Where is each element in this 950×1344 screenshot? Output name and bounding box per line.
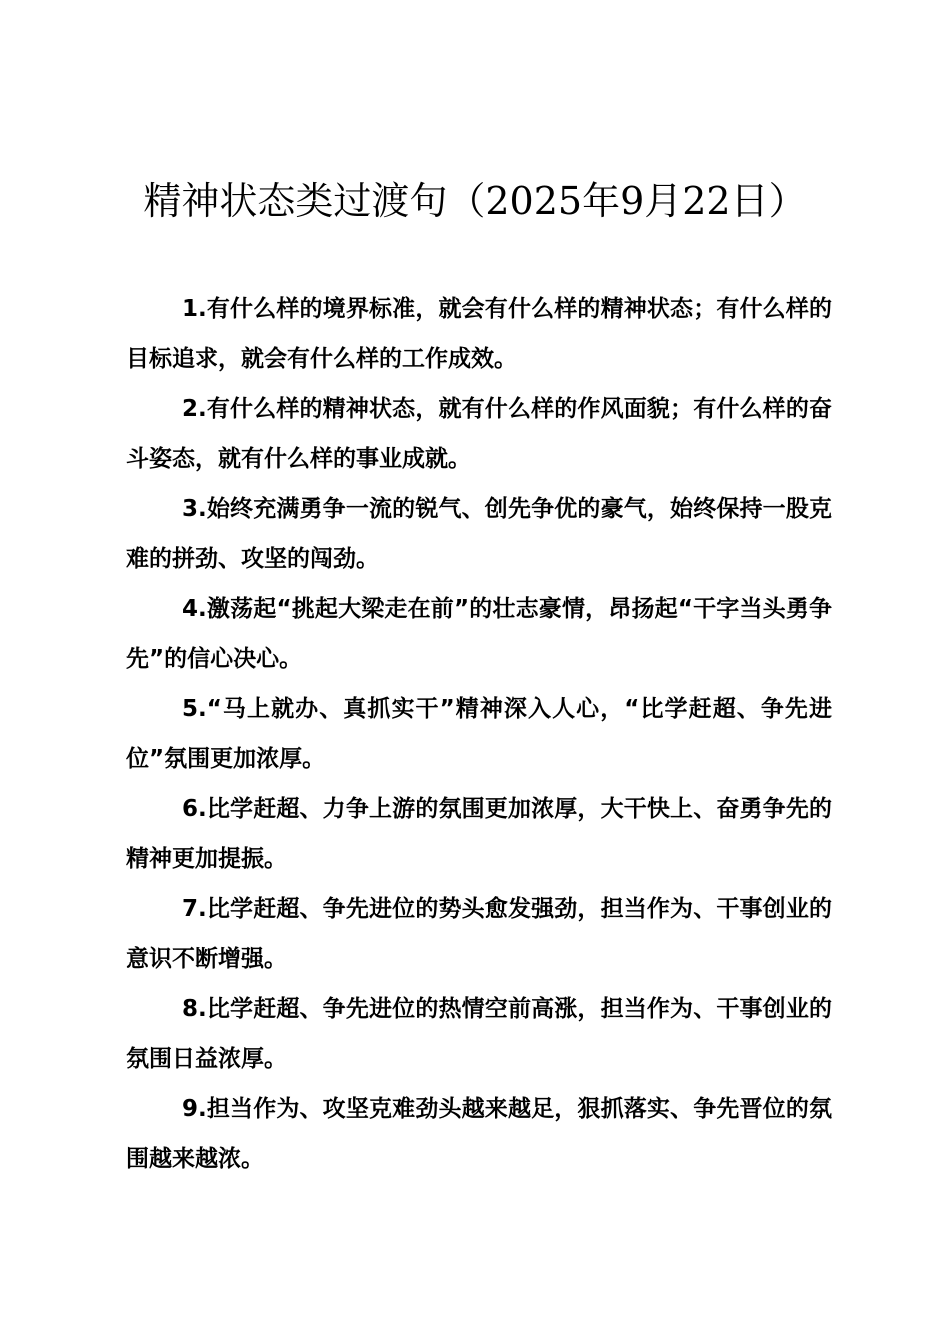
paragraph-3: 3.始终充满勇争一流的锐气、创先争优的豪气，始终保持一股克难的拼劲、攻坚的闯劲。 <box>126 496 832 572</box>
paragraph-7: 7.比学赶超、争先进位的势头愈发强劲，担当作为、干事创业的意识不断增强。 <box>126 896 832 972</box>
paragraph-6: 6.比学赶超、力争上游的氛围更加浓厚，大干快上、奋勇争先的精神更加提振。 <box>126 796 832 872</box>
paragraph-9: 9.担当作为、攻坚克难劲头越来越足，狠抓落实、争先晋位的氛围越来越浓。 <box>126 1096 832 1172</box>
paragraph-1: 1.有什么样的境界标准，就会有什么样的精神状态；有什么样的目标追求，就会有什么样的工作成效。 <box>126 296 832 372</box>
paragraph-2: 2.有什么样的精神状态，就有什么样的作风面貌；有什么样的奋斗姿态，就有什么样的事业成就。 <box>126 396 832 472</box>
document-body <box>126 284 832 1184</box>
paragraph-4: 4.激荡起“挑起大梁走在前”的壮志豪情，昂扬起“干字当头勇争先”的信心决心。 <box>126 596 832 672</box>
paragraph-5: 5.“马上就办、真抓实干”精神深入人心，“比学赶超、争先进位”氛围更加浓厚。 <box>126 696 832 772</box>
document-title: 精神状态类过渡句（2025年9月22日） <box>143 179 807 223</box>
paragraph-8: 8.比学赶超、争先进位的热情空前高涨，担当作为、干事创业的氛围日益浓厚。 <box>126 996 832 1072</box>
